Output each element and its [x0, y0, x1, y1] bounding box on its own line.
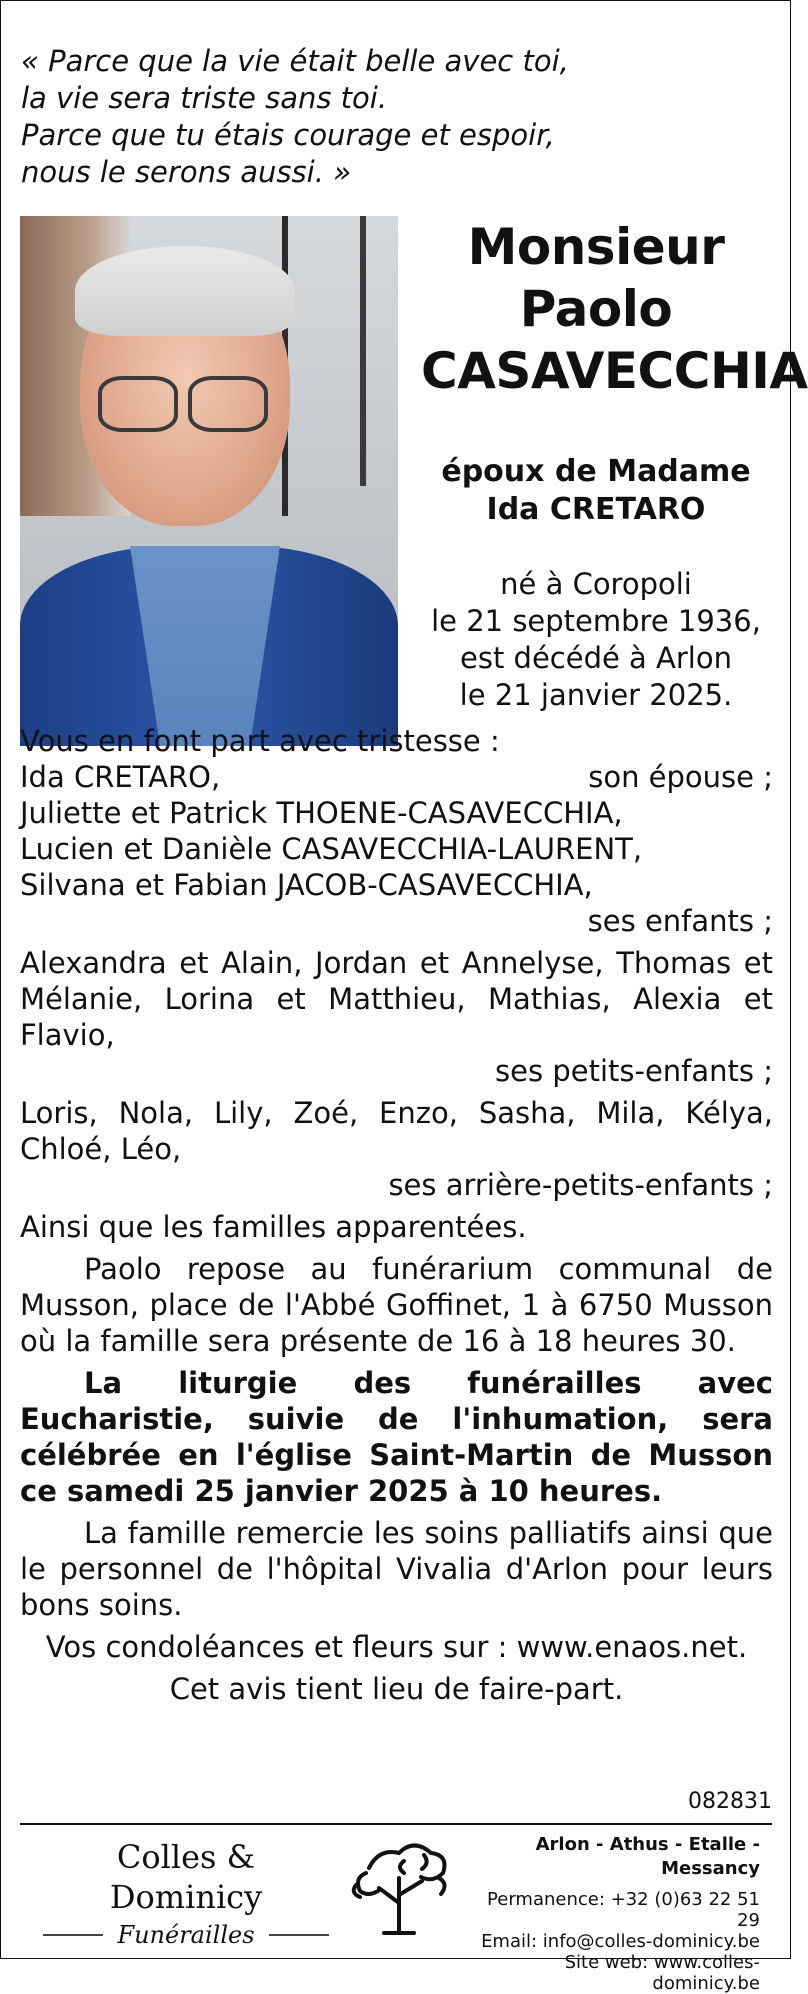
spouse-entry — [20, 759, 773, 795]
notice-text: Cet avis tient lieu de faire-part. — [169, 1672, 624, 1706]
grandchildren-role: ses petits-enfants ; — [495, 1054, 773, 1088]
surname: CASAVECCHIA — [421, 342, 808, 400]
spouse-name: Ida CRETARO — [486, 492, 706, 527]
footer-divider — [20, 1823, 772, 1825]
children-role: ses enfants ; — [587, 904, 773, 938]
spouse-info — [421, 453, 771, 529]
portrait-photo — [20, 216, 398, 711]
intro-text: Vous en font part avec tristesse : — [20, 724, 500, 758]
birth-death-info — [421, 566, 771, 714]
funeral-home-contact — [460, 1833, 760, 1994]
spouse-line: époux de Madame — [441, 454, 751, 489]
child-entry: Juliette et Patrick THOENE-CASAVECCHIA, — [20, 796, 623, 830]
spouse-role: son épouse ; — [588, 760, 773, 794]
great-grandchildren-list: Loris, Nola, Lily, Zoé, Enzo, Sasha, Mila, Kélya, Chloé, Léo, — [20, 1096, 773, 1166]
poem-line: la vie sera triste sans toi. — [21, 81, 388, 115]
liturgy-text: La liturgie des funérailles avec Eucharistie, suivie de l'inhumation, sera célébrée en l'église Saint-Martin de Musson ce samedi 25 janvier 2025 à 10 heures. — [20, 1366, 773, 1508]
poem-line: nous le serons aussi. » — [21, 155, 352, 189]
poem-line: Parce que tu étais courage et espoir, — [21, 118, 555, 152]
website: Site web: www.colles-dominicy.be — [564, 1952, 760, 1994]
birth-line: le 21 septembre 1936, — [431, 604, 761, 638]
brand-name: Colles & Dominicy — [109, 1838, 263, 1916]
families-text: Ainsi que les familles apparentées. — [20, 1210, 527, 1244]
grandchildren-list: Alexandra et Alain, Jordan et Annelyse, Thomas et Mélanie, Lorina et Matthieu, Mathias, Alexia et Flavio, — [20, 946, 773, 1052]
reference-number: 082831 — [688, 1789, 772, 1814]
brand-subtitle: Funérailles — [117, 1921, 255, 1949]
birth-line: est décédé à Arlon — [460, 641, 732, 675]
condolences-text: Vos condoléances et fleurs sur : www.enaos.net. — [45, 1630, 748, 1664]
tree-icon — [344, 1833, 454, 1938]
announcement-body — [20, 723, 773, 1707]
thanks-text: La famille remercie les soins palliatifs ainsi que le personnel de l'hôpital Vivalia d'Arlon pour leurs bons soins. — [20, 1516, 773, 1622]
first-name: Paolo — [519, 280, 673, 338]
repose-text: Paolo repose au funérarium communal de Musson, place de l'Abbé Goffinet, 1 à 6750 Musson où la famille sera présente de 16 à 18 heures 30. — [20, 1252, 773, 1358]
poem-line: « Parce que la vie était belle avec toi, — [21, 44, 569, 78]
email: Email: info@colles-dominicy.be — [481, 1931, 760, 1952]
great-grandchildren-role: ses arrière-petits-enfants ; — [388, 1168, 773, 1202]
towns: Arlon - Athus - Etalle - Messancy — [535, 1834, 760, 1879]
honorific: Monsieur — [467, 218, 725, 276]
deceased-name — [421, 216, 808, 402]
phone: Permanence: +32 (0)63 22 51 29 — [487, 1889, 760, 1931]
child-entry: Silvana et Fabian JACOB-CASAVECCHIA, — [20, 868, 593, 902]
spouse-name: Ida CRETARO, — [20, 760, 221, 794]
birth-line: né à Coropoli — [500, 567, 692, 601]
epitaph-poem — [21, 43, 581, 191]
birth-line: le 21 janvier 2025. — [459, 678, 733, 712]
child-entry: Lucien et Danièle CASAVECCHIA-LAURENT, — [20, 832, 643, 866]
funeral-home-logo — [41, 1837, 331, 1949]
